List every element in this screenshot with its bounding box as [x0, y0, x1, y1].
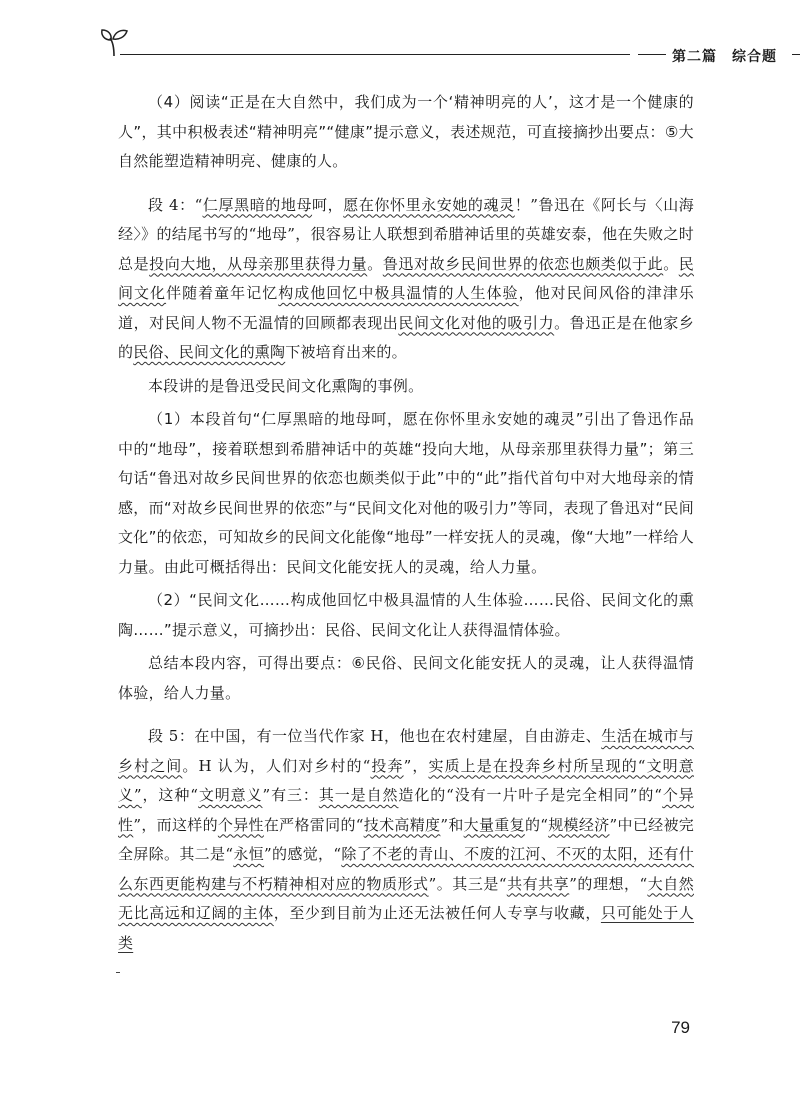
underlined-phrase: 只可能处于人类	[118, 904, 694, 952]
passage-text: 呵，	[312, 195, 344, 214]
analysis-point-4	[118, 88, 694, 177]
underlined-phrase: 鲁迅对故乡民间世界的依恋也颇类似于此	[382, 254, 664, 273]
underlined-phrase: 共有共享	[506, 874, 570, 893]
passage-text: ，这种“	[141, 786, 199, 804]
passage-text: 在中国，有一位当代作家 H，他也在农村建屋，自由游走、	[194, 727, 602, 745]
passage-text: ”，而这样的	[133, 815, 218, 834]
passage-paragraph-5	[118, 722, 694, 958]
section-title: 第二篇 综合题	[672, 49, 777, 65]
passage-text: 伴随着童年记忆	[166, 284, 279, 302]
underlined-phrase: 仁厚黑暗的地母	[202, 195, 313, 214]
page-number: 79	[671, 1018, 690, 1037]
underlined-phrase: 愿在你怀里永安她的魂灵	[343, 195, 515, 214]
passage-label-4: 段 4：	[148, 195, 195, 214]
header-rule-left	[120, 54, 630, 55]
header-rule-mid	[638, 54, 666, 55]
passage-text: ，至少到目前为止还无法被任何人专享与收藏，	[273, 904, 601, 922]
passage-text: 。鲁迅正是在他家乡的	[118, 313, 694, 361]
page-content	[118, 88, 694, 958]
underlined-phrase: 民间文化对他的吸引力	[398, 313, 555, 332]
passage-text: ”的理想，“	[569, 874, 648, 893]
analysis-point-1: （1）本段首句“仁厚黑暗的地母呵，愿在你怀里永安她的魂灵”引出了鲁迅作品中的“地母”，接着联想到希腊神话中的英雄“投向大地，从母亲那里获得力量”；第三句话“鲁迅对故乡民间世界的依恋也颇类似于此”中的“此”指代首句中对大地母亲的情感，而“对故乡民间世界的依恋”与“民间文化对他的吸引力”等同，表现了鲁迅对“民间文化”的依恋，可知故乡的民间文化能像“地母”一样安抚人的灵魂，像“大地”一样给人力量。由此可概括得出：民间文化能安抚人的灵魂，给人力量。	[118, 410, 694, 576]
passage-text: ”有三：	[262, 786, 319, 804]
passage-text: ”和	[440, 815, 464, 834]
underlined-phrase: 永恒	[233, 845, 265, 863]
header-rule-right	[792, 54, 800, 55]
underlined-phrase: 投向大地，从母亲那里获得力量	[149, 254, 368, 273]
passage-text: 在严格雷同的“	[263, 815, 364, 834]
passage-label-5: 段 5：	[148, 727, 195, 745]
passage-paragraph-4	[118, 191, 694, 368]
underlined-phrase: 构成他回忆中极具温情的人生体验	[278, 284, 519, 302]
underlined-phrase: 民间文化	[118, 254, 694, 302]
passage-text: 的“	[524, 815, 549, 834]
passage-text: ”，	[403, 756, 429, 775]
passage-text: 下被培育出来的。	[285, 343, 407, 361]
underlined-phrase: 大自然无比高远和辽阔的主体	[118, 874, 694, 922]
key-point-6: 总结本段内容，可得出要点：⑥民俗、民间文化能安抚人的灵魂，让人获得温情体验，给人力量。	[118, 654, 694, 702]
passage-text: ”中已经被完全屏除。其二是“	[118, 815, 694, 863]
underlined-phrase: 投奔	[370, 756, 404, 775]
underlined-phrase: 技术高精度	[363, 815, 441, 834]
passage-text: ，他对民间风俗的津津乐道，对民间人物不无温情的回顾都表现出	[118, 284, 694, 332]
underlined-phrase: 大量重复	[463, 815, 525, 834]
passage-text: 。H 认为，人们对乡村的“	[182, 756, 371, 775]
underlined-phrase: 其一是自然	[318, 786, 399, 804]
margin-mark	[116, 972, 120, 973]
underlined-phrase: 除了不老的青山、不废的江河、不灭的太阳，还有什么东西更能构建与不朽精神相对应的物质形式	[118, 845, 694, 893]
analysis-point-4-lead: （4）阅读“正是在大自然中，我们成为一个‘精神明亮的人’，这才是一个健康的人”，其中积极表述“精神明亮”“健康”提示意义，表述规范，可直接摘抄出要点：	[118, 93, 694, 141]
paragraph-summary-intro: 本段讲的是鲁迅受民间文化熏陶的事例。	[148, 376, 424, 395]
key-point-5: ⑤大自然能塑造精神明亮、健康的人。	[118, 122, 694, 170]
passage-text: ！”鲁迅在《阿长与〈山海经〉》的结尾书写的“地母”，很容易让人联想到希腊神话里的英雄安泰，他在失败之时总是	[118, 195, 695, 273]
passage-text: 。	[367, 254, 383, 273]
underlined-phrase: 文明意义	[198, 786, 263, 804]
underlined-phrase: 个异性	[118, 786, 694, 834]
passage-text: ”。其三是“	[428, 874, 507, 893]
analysis-point-2: （2）“民间文化……构成他回忆中极具温情的人生体验……民俗、民间文化的熏陶……”提示意义，可摘抄出：民俗、民间文化让人获得温情体验。	[118, 591, 694, 639]
passage-text: ”的感觉，“	[264, 845, 342, 863]
underlined-phrase: 个异性	[217, 815, 264, 834]
underlined-phrase: 实质上是在投奔乡村所呈现的“文明意义”	[118, 756, 694, 804]
passage-text: 。	[663, 254, 679, 273]
underlined-phrase: 生活在城市与乡村之间	[118, 727, 694, 775]
passage-text: “	[194, 195, 203, 214]
page-header	[100, 22, 780, 65]
passage-text: 造化的“没有一片叶子是完全相同”的“	[398, 786, 663, 804]
underlined-phrase: 规模经济	[548, 815, 610, 834]
underlined-phrase: 民俗、民间文化的熏陶	[133, 343, 286, 361]
